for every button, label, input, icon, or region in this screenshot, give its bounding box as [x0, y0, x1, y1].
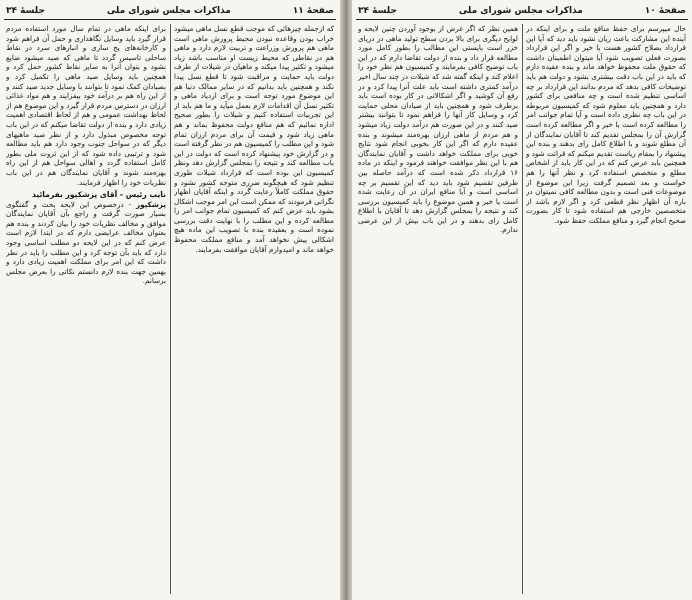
- left-page-header: [6, 4, 334, 18]
- paragraph: همین نظر که اگر غرض از بوجود آوردن چنین لایحه و لوایح دیگری برای بالا بردن سطح تولید ماهی در دریای خزر است بایستی این مطالب را بطور کامل مورد مطالعه قرار داد و بنده از دولت تقاضا دارم که در این باب توضیح کافی بفرمایند و کمیسیون هم نظر خود را اعلام کند و اینکه گفته شد که شیلات در چند سال اخیر درآمد کمتری داشته است باید علت آنرا پیدا کرد و در رفع آن کوشید و اگر اشکالاتی در کار بوده است باید برطرف شود و همچنین باید از صیادان محلی حمایت کرد و وسایل کار آنها را فراهم نمود تا بتوانند بیشتر صید کنند و در این صورت هم درآمد دولت زیاد میشود و هم مردم از ماهی ارزان بهره‌مند میشوند و بنده عقیده دارم که اگر این کار بخوبی انجام شود نتایج خوبی برای مملکت خواهد داشت و آقایان نمایندگان هم با این نظر موافقت خواهند فرمود و اینکه در ماده ۱۶ قرارداد ذکر شده است که درآمد حاصله بین طرفین تقسیم شود باید دید که این تقسیم بر چه اساسی است و آیا منافع ایران در آن رعایت شده است یا خیر و همین موضوع را باید کمیسیون بررسی کند و نتیجه را بمجلس گزارش دهد تا آقایان با اطلاع کامل رای بدهند و در این باب بیش از این عرضی ندارم.: [358, 24, 518, 235]
- right-page-session: جلسهٔ ۳۴: [358, 6, 397, 16]
- right-page: [352, 0, 692, 600]
- right-page-header: [358, 4, 686, 18]
- left-page-title: مذاکرات مجلس شورای ملی: [106, 6, 231, 16]
- speaker-name: پزشکپور: [135, 199, 166, 209]
- left-header-rule: [4, 19, 336, 20]
- left-column-divider: [170, 24, 171, 594]
- right-page-number: صفحهٔ ۱۰: [644, 6, 686, 16]
- left-page: [0, 0, 340, 600]
- right-page-left-column: [358, 24, 518, 594]
- speaker-heading: نایب رئیس - آقای پزشکپور بفرمائید: [31, 190, 166, 200]
- left-page-session: جلسهٔ ۳۴: [6, 6, 45, 16]
- speaker-paragraph: [6, 200, 166, 286]
- left-page-number: صفحهٔ ۱۱: [292, 6, 334, 16]
- book-gutter: [340, 0, 352, 600]
- paragraph: حال میپرسم برای حفظ منافع ملت و برای اینکه در آینده این مشارکت باعث زیان نشود باید دید که آیا این قرارداد بصلاح کشور هست یا خیر و اگر این قرارداد بصورت فعلی تصویب شود آیا میتوان اطمینان داشت که حقوق ملت محفوظ خواهد ماند و بنده عقیده دارم که باید در این باب دقت بیشتری بشود و دولت هم باید توضیحات کافی بدهد که مردم بدانند این قرارداد بر چه اساسی تنظیم شده است و چه منافعی برای کشور دارد و همچنین باید معلوم شود که کمیسیون مربوطه در این باب چه نظری داده است و آیا تمام جوانب امر را مطالعه کرده است یا خیر و اگر مطالعه کرده است گزارش آن را بمجلس تقدیم کند تا آقایان نمایندگان از آن مطلع شوند و با اطلاع کامل رای بدهند و بنده این پیشنهاد را بمقام ریاست تقدیم میکنم که قرائت شود و همچنین باید عرض کنم که در این کار باید از اشخاص مطلع و متخصص استفاده کرد و نظر آنها را هم خواست و بعد تصمیم گرفت زیرا این موضوع از موضوعات فنی است و بدون مطالعه کافی نمیتوان در باره آن اظهار نظر قطعی کرد و اگر لازم باشد از متخصصین خارجی هم استفاده شود تا کار بصورت صحیح انجام گیرد و منافع مملکت حفظ شود.: [526, 24, 686, 225]
- right-column-divider: [522, 24, 523, 594]
- right-page-right-column: [526, 24, 686, 594]
- paragraph: برای اینکه ماهی در تمام سال مورد استفاده مردم قرار گیرد باید وسایل نگاهداری و حمل آن فراهم شود و کارخانه‌های یخ سازی و انبارهای سرد در نقاط ساحلی تاسیس گردد تا ماهی که صید میشود ضایع نشود و بتوان آنرا به سایر نقاط کشور حمل کرد و همچنین باید وسایل صید ماهی را تکمیل کرد و بصیادان کمک نمود تا بتوانند با وسایل جدید صید کنند و از این راه هم بر درآمد خود بیفزایند و هم مواد غذائی ارزان در دسترس مردم قرار گیرد و این موضوع هم از لحاظ بهداشت عمومی و هم از لحاظ اقتصادی اهمیت زیادی دارد و بنده از دولت تقاضا میکنم که در این باب توجه مخصوص مبذول دارد و از نظر صید ماهیهای دیگر که در سواحل جنوب وجود دارد هم باید مطالعه شود و ترتیبی داده شود که از این ثروت ملی بطور کامل استفاده گردد و اهالی سواحل هم از این راه بهره‌مند شوند و آقایان نمایندگان هم در این باب نظریات خود را اظهار فرمایند.: [6, 24, 166, 187]
- left-page-right-column: [174, 24, 334, 594]
- speaker-text: - درخصوص این لایحه بحث و گفتگوی بسیار صورت گرفت و راجع بآن آقایان نمایندگان موافق و مخالف نظریات خود را بیان کردند و بنده هم بعنوان مخالف عرایضی دارم که در ابتدا لازم است عرض کنم که در این لایحه دو مطلب اساسی وجود دارد که باید بآن توجه کرد و این مطلب را باید در نظر داشت که این امر برای مملکت اهمیت زیادی دارد و بهمین جهت بنده لازم دانستم نکاتی را بعرض مجلس برسانم.: [6, 199, 166, 286]
- paragraph: که ازجمله چیزهائی که موجب قطع نسل ماهی میشود خراب بودن وقاعده نبودن محیط پرورش ماهی است ماهی هم پرورش وزراعت و تربیت لازم دارد و ماهی هم در نقاطی که محیط زیست او مناسب باشد زیاد میشود و تکثیر پیدا میکند و ماهیان در شیلات از طرف دولت باید حمایت و مراقبت شود تا قطع نسل پیدا نکند و همچنین باید بدانیم که در سایر ممالک دنیا هم این موضوع مورد توجه است و برای ازدیاد ماهی و تکثیر نسل آن اقدامات لازم بعمل میآید و ما هم باید از این تجربیات استفاده کنیم و شیلات را بطور صحیح اداره نمائیم که هم منافع دولت محفوظ بماند و هم ماهی زیاد شود و قیمت آن برای مردم ارزان تمام شود و این مطلب را کمیسیون هم در نظر گرفته است و در گزارش خود پیشنهاد کرده است که دولت در این باب مطالعه کند و نتیجه را بمجلس گزارش دهد ونظر کمیسیون این بوده است که قرارداد شیلات طوری تنظیم شود که هیچگونه ضرری متوجه کشور نشود و حقوق مملکت کاملاً رعایت گردد و اینکه آقایان اظهار نگرانی فرمودند که ممکن است این امر موجب اشکال بشود باید عرض کنم که کمیسیون تمام جوانب امر را مطالعه کرده و این مطلب را با نهایت دقت بررسی نموده است و بعقیده بنده با تصویب این ماده هیچ اشکالی پیش نخواهد آمد و منافع مملکت محفوظ خواهد ماند و امیدوارم آقایان موافقت بفرمایند.: [174, 24, 334, 254]
- right-page-title: مذاکرات مجلس شورای ملی: [458, 6, 583, 16]
- left-page-left-column: [6, 24, 166, 594]
- right-header-rule: [356, 19, 688, 20]
